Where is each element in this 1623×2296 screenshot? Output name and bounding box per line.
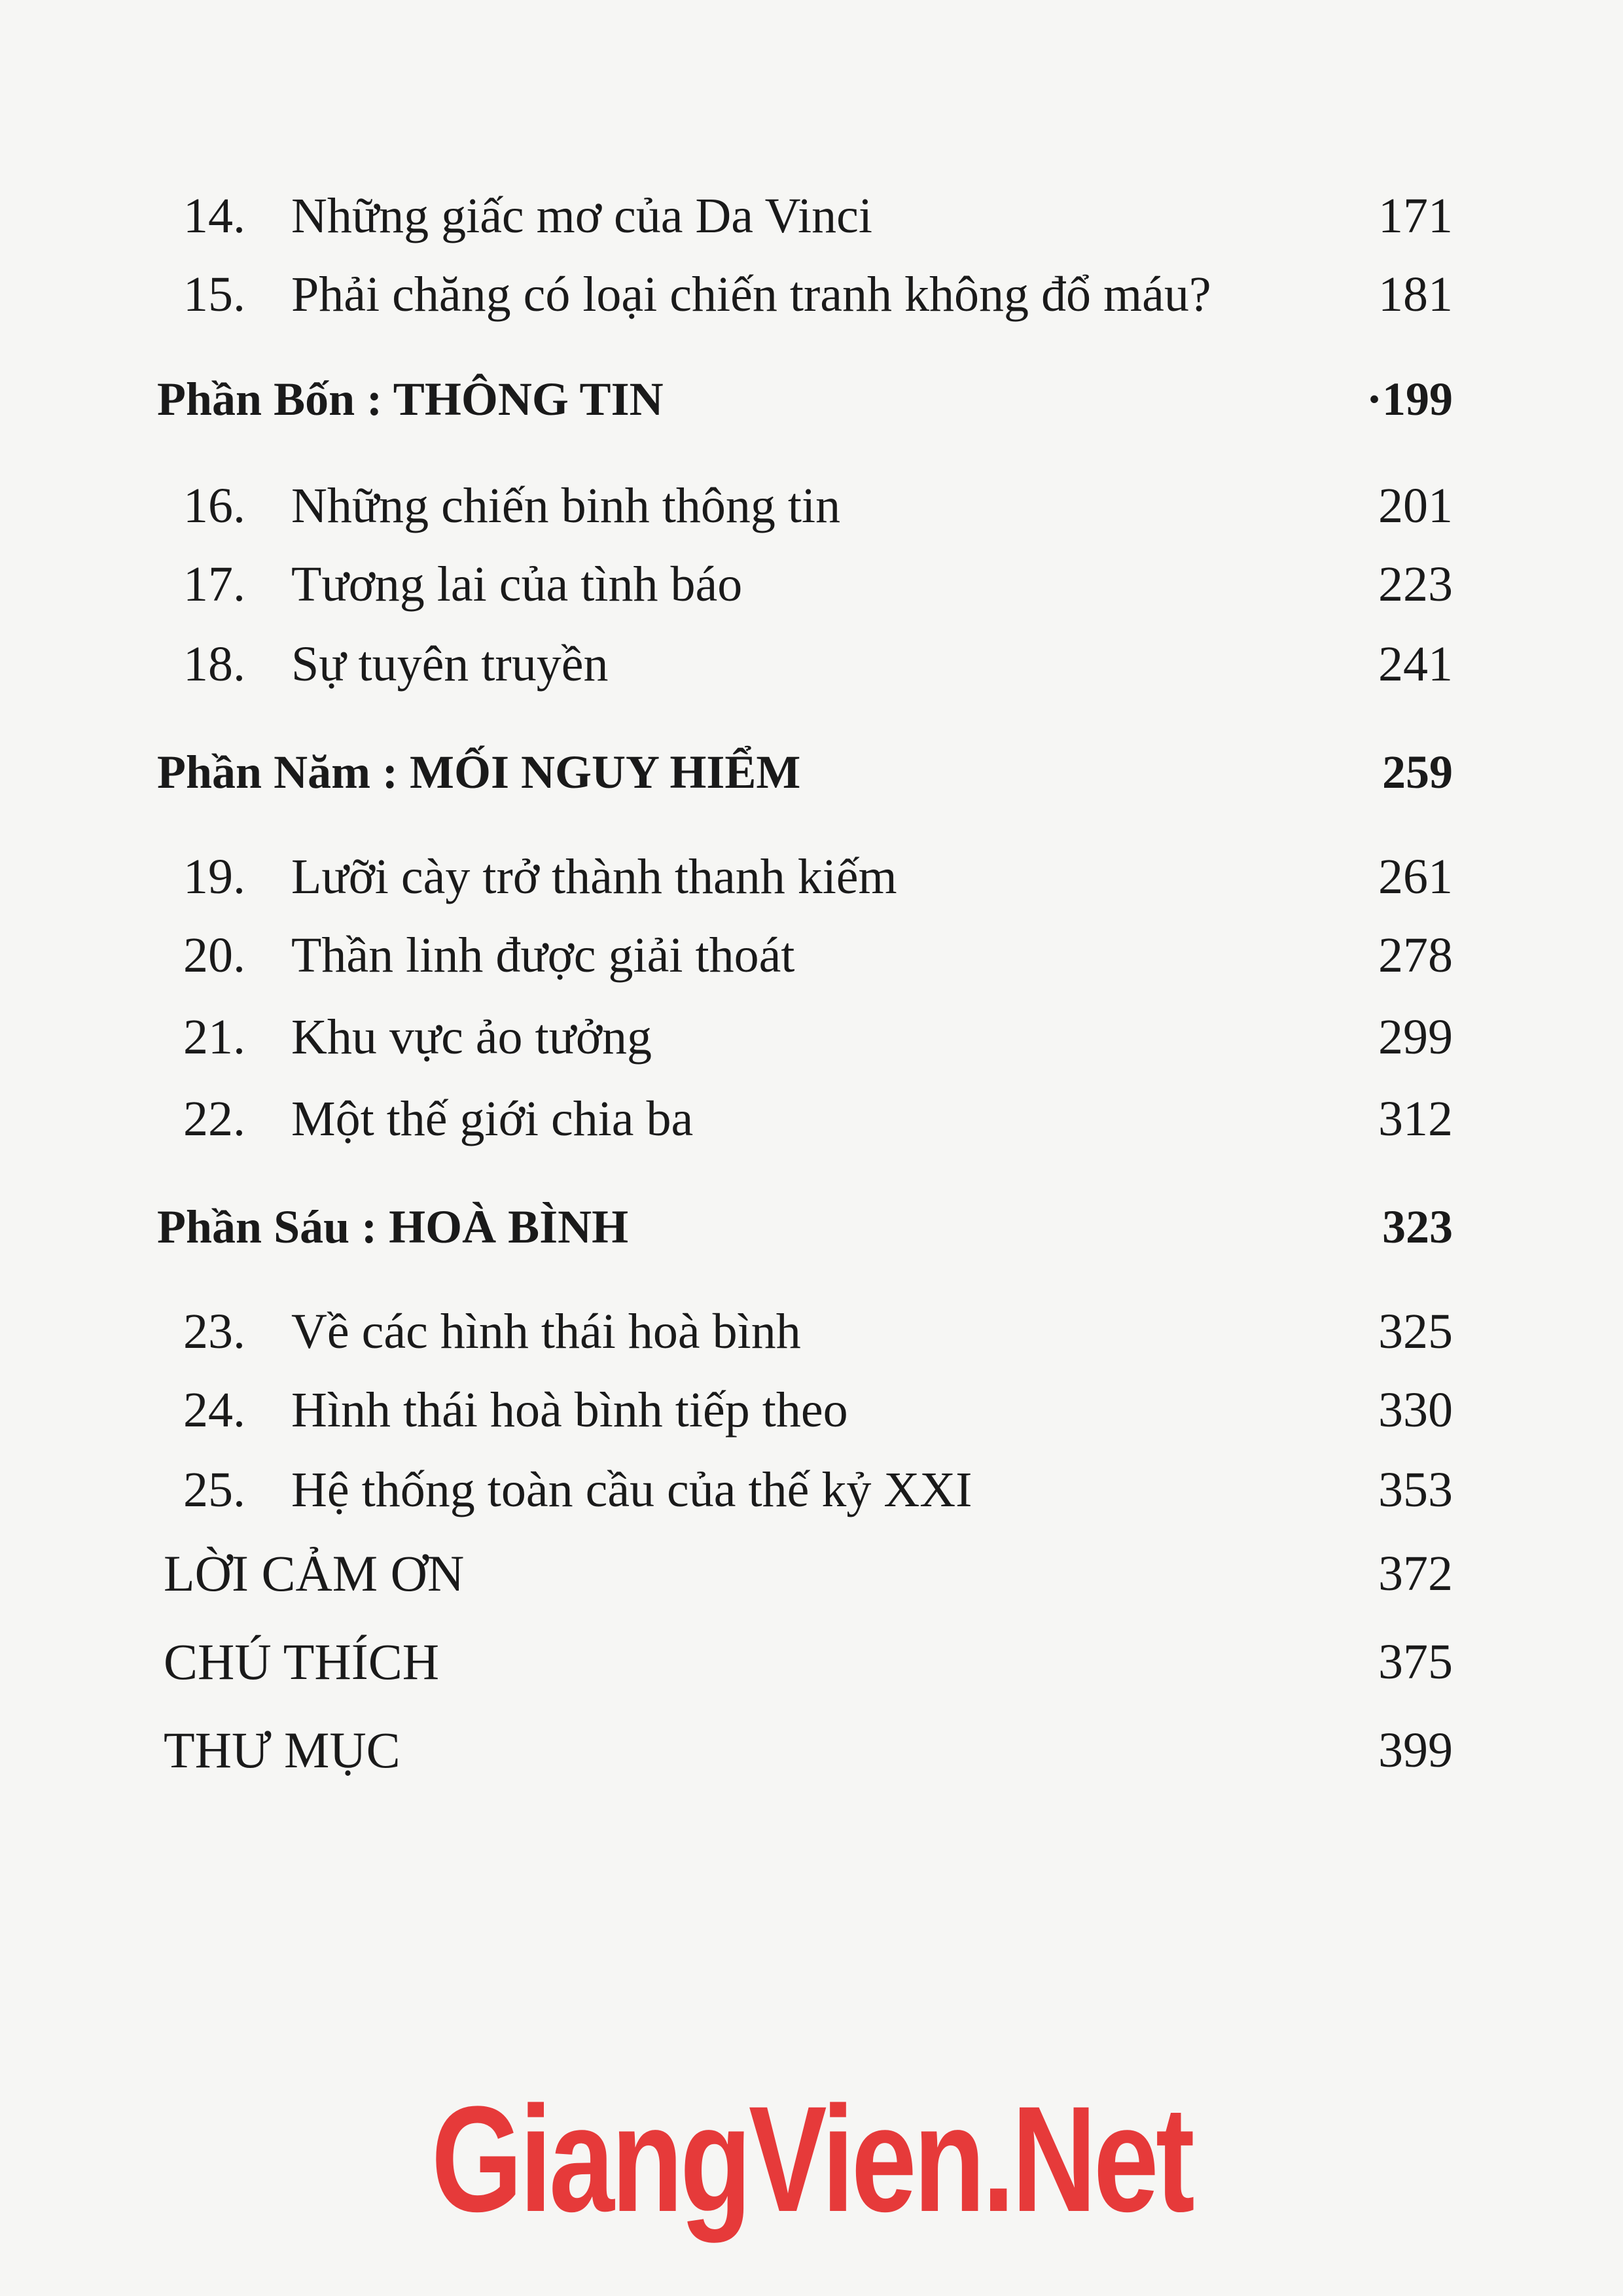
- backmatter-page: 399: [1378, 1723, 1453, 1778]
- backmatter-page: 375: [1378, 1634, 1453, 1689]
- entry-number: 18.: [183, 637, 245, 692]
- part-title: Phần Năm : MỐI NGUY HIỂM: [157, 746, 801, 798]
- entry-page: 181: [1378, 267, 1453, 322]
- entry-title: Những chiến binh thông tin: [291, 478, 841, 533]
- entry-number: 24.: [183, 1383, 245, 1438]
- entry-number: 14.: [183, 188, 245, 243]
- entry-page: 241: [1378, 637, 1453, 692]
- entry-number: 23.: [183, 1304, 245, 1359]
- backmatter-entry: [157, 1714, 1453, 1786]
- entry-title: Những giấc mơ của Da Vinci: [291, 188, 872, 243]
- entry-title: Hệ thống toàn cầu của thế kỷ XXI: [291, 1462, 972, 1517]
- entry-page: 330: [1378, 1383, 1453, 1438]
- entry-page: 261: [1378, 849, 1453, 904]
- entry-title: Sự tuyên truyền: [291, 637, 609, 692]
- entry-number: 16.: [183, 478, 245, 533]
- entry-page: 353: [1378, 1462, 1453, 1517]
- part-title: Phần Sáu : HOÀ BÌNH: [157, 1201, 629, 1253]
- toc-entry: [157, 841, 1453, 913]
- entry-number: 20.: [183, 928, 245, 983]
- entry-page: 312: [1378, 1091, 1453, 1146]
- toc-entry: [157, 1454, 1453, 1526]
- entry-number: 17.: [183, 557, 245, 612]
- entry-page: 201: [1378, 478, 1453, 533]
- entry-page: 325: [1378, 1304, 1453, 1359]
- backmatter-title: LỜI CẢM ƠN: [164, 1545, 465, 1602]
- toc-entry: [157, 258, 1453, 330]
- entry-title: Một thế giới chia ba: [291, 1091, 694, 1146]
- entry-title: Lưỡi cày trở thành thanh kiếm: [291, 849, 897, 904]
- part-page: 259: [1382, 746, 1453, 798]
- toc-entry: [157, 1001, 1453, 1073]
- watermark-logo: GiangVien.Net: [431, 2075, 1192, 2243]
- entry-number: 19.: [183, 849, 245, 904]
- part-page: ·199: [1366, 373, 1453, 425]
- part-heading: [157, 1191, 1453, 1263]
- entry-page: 223: [1378, 557, 1453, 612]
- entry-page: 171: [1378, 188, 1453, 243]
- entry-title: Thần linh được giải thoát: [291, 928, 795, 983]
- toc-entry: [157, 180, 1453, 252]
- part-heading: [157, 736, 1453, 808]
- entry-title: Phải chăng có loại chiến tranh không đổ máu?: [291, 267, 1211, 322]
- entry-page: 299: [1378, 1010, 1453, 1065]
- toc-entry: [157, 548, 1453, 620]
- backmatter-title: CHÚ THÍCH: [164, 1633, 440, 1690]
- toc-entry: [157, 470, 1453, 542]
- entry-number: 21.: [183, 1010, 245, 1065]
- entry-number: 25.: [183, 1462, 245, 1517]
- entry-page: 278: [1378, 928, 1453, 983]
- part-title: Phần Bốn : THÔNG TIN: [157, 373, 664, 425]
- toc-entry: [157, 628, 1453, 700]
- toc-entry: [157, 1296, 1453, 1368]
- backmatter-entry: [157, 1538, 1453, 1610]
- entry-number: 22.: [183, 1091, 245, 1146]
- toc-entry: [157, 919, 1453, 991]
- backmatter-page: 372: [1378, 1546, 1453, 1601]
- part-page: 323: [1382, 1201, 1453, 1253]
- backmatter-title: THƯ MỤC: [164, 1722, 401, 1778]
- entry-title: Tương lai của tình báo: [291, 557, 743, 612]
- entry-title: Khu vực ảo tưởng: [291, 1010, 652, 1065]
- toc-entry: [157, 1083, 1453, 1155]
- entry-title: Về các hình thái hoà bình: [291, 1304, 801, 1359]
- toc-entry: [157, 1374, 1453, 1446]
- entry-number: 15.: [183, 267, 245, 322]
- part-heading: [157, 363, 1453, 435]
- entry-title: Hình thái hoà bình tiếp theo: [291, 1383, 848, 1438]
- backmatter-entry: [157, 1626, 1453, 1698]
